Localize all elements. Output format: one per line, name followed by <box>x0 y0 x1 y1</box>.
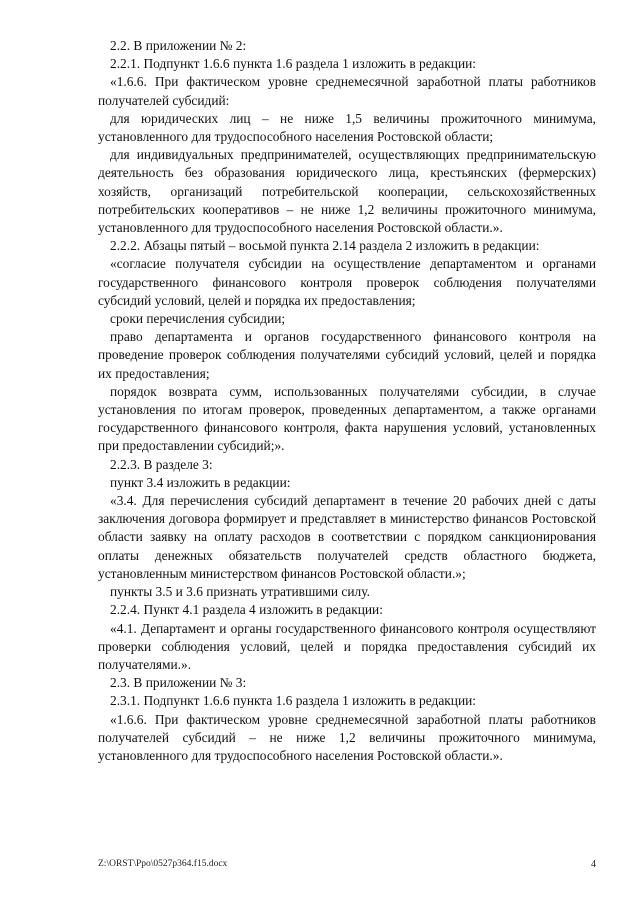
paragraph: пункты 3.5 и 3.6 признать утратившими силу. <box>110 584 370 600</box>
paragraph: для юридических лиц – не ниже 1,5 величины прожиточного минимума, установленного для трудоспособного населения Ростовской области; <box>98 110 596 145</box>
paragraph: 2.2.3. В разделе 3: <box>110 456 213 472</box>
paragraph: «1.6.6. При фактическом уровне среднемесячной заработной платы работников получателей субсидий – не ниже 1,2 величины прожиточного минимума, установленного для трудоспособного населения Ростовской области.». <box>98 711 596 763</box>
paragraph: «согласие получателя субсидии на осуществление департаментом и органами государственного финансового контроля проверок соблюдения получателями субсидий условий, целей и порядка их предоставления; <box>98 256 596 308</box>
paragraph: «1.6.6. При фактическом уровне среднемесячной заработной платы работников получателей субсидий: <box>98 74 596 108</box>
paragraph: сроки перечисления субсидии; <box>110 311 286 327</box>
document-body <box>98 37 596 765</box>
paragraph: «3.4. Для перечисления субсидий департамент в течение 20 рабочих дней с даты заключения договора формирует и представляет в министерство финансов Ростовской области заявку на оплату расходов в соответствии с порядком санкционирования оплаты денежных обязательств получателей средств областного бюджета, установленным министерством финансов Ростовской области.»; <box>98 493 596 581</box>
paragraph: 2.2.1. Подпункт 1.6.6 пункта 1.6 раздела 1 изложить в редакции: <box>110 56 476 72</box>
paragraph: 2.3. В приложении № 3: <box>110 675 247 691</box>
paragraph: 2.2.4. Пункт 4.1 раздела 4 изложить в редакции: <box>110 602 383 618</box>
paragraph: право департамента и органов государственного финансового контроля на проведение проверок соблюдения получателями субсидий условий, целей и порядка их предоставления; <box>98 329 596 381</box>
paragraph: пункт 3.4 изложить в редакции: <box>110 474 291 490</box>
paragraph: 2.2.2. Абзацы пятый – восьмой пункта 2.14 раздела 2 изложить в редакции: <box>110 238 540 254</box>
paragraph: 2.2. В приложении № 2: <box>110 38 247 53</box>
page-number: 4 <box>591 859 596 870</box>
paragraph: порядок возврата сумм, использованных получателями субсидии, в случае установления по итогам проверок, проведенных департаментом, а также органами государственного финансового контроля, факта нарушения условий, установленных при предоставлении субсидий;». <box>98 383 596 454</box>
paragraph: для индивидуальных предпринимателей, осуществляющих предпринимательскую деятельность без образования юридического лица, крестьянских (фермерских) хозяйств, организаций потребительской кооперации, сельскохозяйственных потребительских кооперативов – не ниже 1,2 величины прожиточного минимума, установленного для трудоспособного населения Ростовской области.». <box>98 147 596 236</box>
file-path: Z:\ORST\Ppo\0527p364.f15.docx <box>98 859 228 869</box>
paragraph: «4.1. Департамент и органы государственного финансового контроля осуществляют проверки соблюдения условий, целей и порядка предоставления субсидий их получателями.». <box>98 620 596 672</box>
paragraph: 2.3.1. Подпункт 1.6.6 пункта 1.6 раздела 1 изложить в редакции: <box>110 693 476 709</box>
